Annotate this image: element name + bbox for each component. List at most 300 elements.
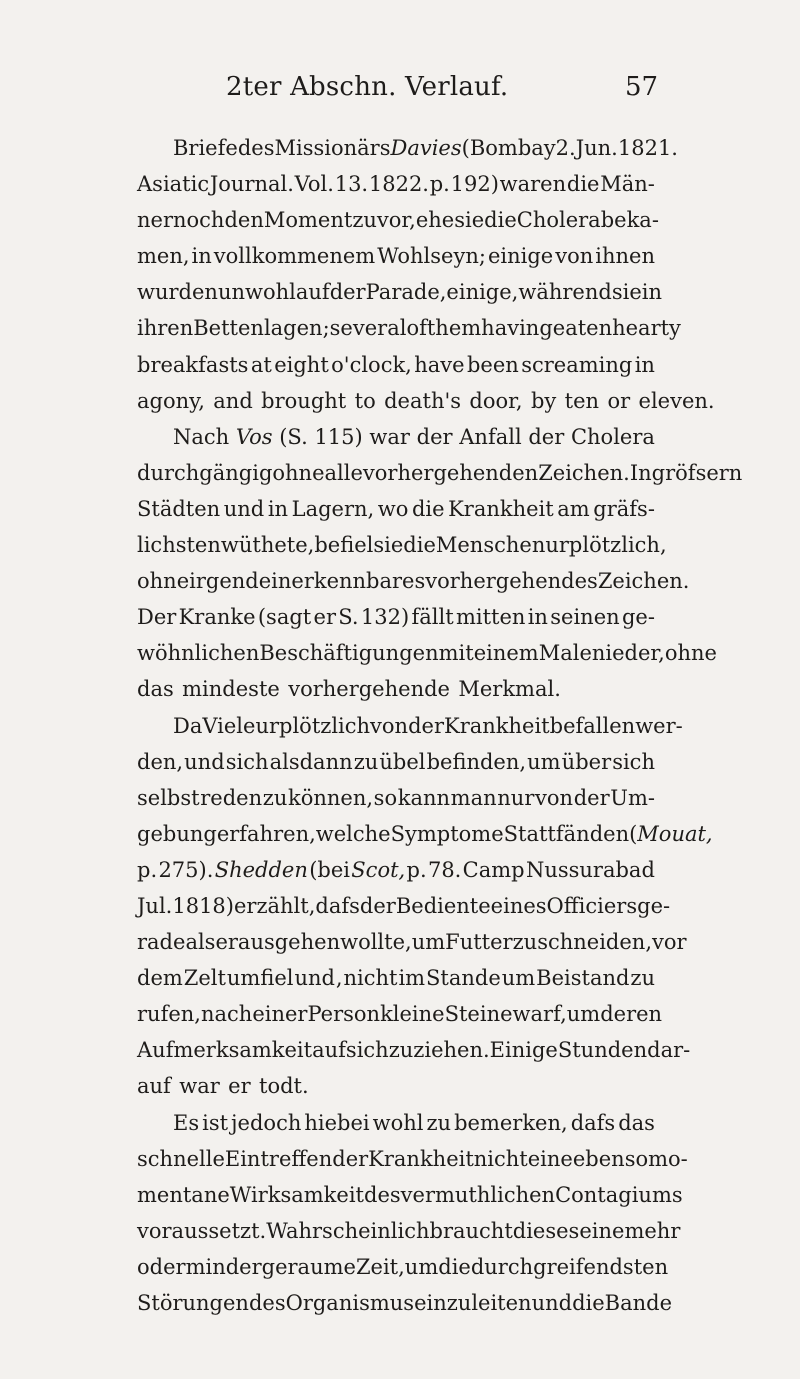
word: Der [137,605,177,630]
word: Bande [604,1291,673,1315]
word: vor [652,930,687,955]
word: p. [429,172,450,197]
text-line [137,1141,688,1177]
paragraph [137,419,743,708]
word: so [624,1146,649,1171]
word: eines [490,893,547,918]
word: auf [137,1074,171,1099]
word: kleine [380,1002,445,1027]
word: nicht [473,1146,528,1171]
word: um [404,1254,439,1279]
word: Stande [426,966,501,991]
word: einige [487,244,554,269]
word: ohne [272,460,325,485]
word: einer [252,1002,308,1027]
word: p. [137,857,158,882]
word: (Bombay [461,136,556,160]
word: 132) [360,605,410,630]
word: Cholera [516,208,601,233]
word: des [248,1291,286,1315]
word: in [641,280,662,305]
word: Wohlseyn; [377,244,486,269]
word: lichsten [137,533,221,558]
text-line [137,1068,655,1104]
word: rade [137,930,186,955]
word: ge- [637,893,671,918]
word: Jul. [137,893,173,918]
word: vollkommenem [213,244,376,269]
word: ihnen [595,244,655,269]
word: Vol. [294,172,334,197]
word: kann [397,785,451,810]
word: eleven. [638,388,715,413]
word: alle [324,460,363,485]
word: vorhergehende [288,677,450,702]
word: des [364,1182,401,1207]
word: eine [579,1218,625,1243]
word: death's [384,388,462,413]
word: sich [345,1038,389,1063]
word: urplötzlich [255,713,371,738]
word: der [416,424,453,449]
word: dafs [570,1110,616,1135]
word: der [573,785,610,810]
word: wurden [137,280,218,305]
text-line [137,563,690,599]
word: die [438,1254,471,1279]
word: nieder, [591,641,665,666]
word: selbst [137,785,200,810]
word: ehe [415,208,455,233]
word: Journal. [209,172,294,197]
word: und [184,749,225,774]
word: 78. [427,857,462,882]
word: hiebei [304,1110,370,1135]
word: (sagt [257,605,312,630]
word: Zeichen. [597,569,690,594]
word: breakfasts [137,352,249,377]
word: ( [629,821,638,846]
text-line [137,347,655,383]
word: eine [527,1146,573,1171]
word: at [250,352,272,377]
word: todt. [259,1074,309,1099]
word: 1818) [172,893,234,918]
word: rufen, [137,1002,201,1027]
word: gräfs- [593,496,655,521]
word: Krankheit [444,713,550,738]
word: Briefe [173,136,238,160]
word: door, [469,388,523,413]
word: sich [612,749,655,774]
word: Vos [235,424,273,449]
word: screaming [521,352,633,377]
word: Contagiums [555,1182,683,1207]
word: die [411,496,445,521]
word: ohne [664,641,717,666]
word: Missionärs [274,136,391,160]
text-line [137,888,671,924]
text-line [137,1285,673,1321]
word: Merkmal. [458,677,561,702]
word: nicht [343,966,398,991]
word: umfiel [226,966,294,991]
word: von [370,713,409,738]
word: geraume [261,1254,356,1279]
word: Moment [263,208,353,233]
word: eaten [552,316,613,341]
word: have [414,352,465,377]
word: (bei [309,857,350,882]
word: befiel [314,533,374,558]
word: in [267,496,289,521]
word: Wahrscheinlich [266,1218,430,1243]
word: über [561,749,612,774]
word: them [426,316,482,341]
word: Jun. [575,136,618,160]
word: unwohl [217,280,296,305]
word: sie [373,533,404,558]
text-line [137,780,655,816]
word: er [313,605,336,630]
text-line [137,1177,683,1213]
word: dieses [512,1218,580,1243]
word: jedoch [231,1110,302,1135]
text-line [137,1032,691,1068]
word: können, [287,785,374,810]
word: urplötzlich, [545,533,667,558]
word: 115) [314,424,363,449]
word: eben [572,1146,625,1171]
word: welche [315,821,391,846]
word: Betten [193,316,264,341]
word: so [373,785,398,810]
word: der [329,280,366,305]
word: Camp [462,857,525,882]
word: , [335,966,343,991]
word: einige, [446,280,519,305]
word: als [185,930,216,955]
word: irgend [189,569,259,594]
word: einzuleiten [414,1291,532,1315]
word: zu [512,930,538,955]
word: in [634,352,655,377]
word: braucht [429,1218,513,1243]
word: während [518,280,612,305]
word: in [527,605,548,630]
word: Parade, [365,280,447,305]
word: fällt [411,605,454,630]
text-line [137,960,655,996]
word: die [484,208,517,233]
word: wer- [635,713,683,738]
text-line [137,1213,681,1249]
word: um [501,966,536,991]
word: schnelle [137,1146,225,1171]
word: fänden [555,821,630,846]
word: mo- [648,1146,688,1171]
word: minder [185,1254,262,1279]
word: die [403,533,436,558]
word: das [618,1110,655,1135]
word: zu [630,966,655,991]
text-line [137,996,663,1032]
word: war [179,1074,220,1099]
word: Krankheit [448,496,554,521]
text-line [137,924,687,960]
word: Nach [173,424,230,449]
word: 275). [158,857,214,882]
word: von [535,785,574,810]
word: Zeichen. [538,460,630,485]
word: auf [312,1038,346,1063]
word: des [237,136,275,160]
word: dafs [315,893,360,918]
word: um [566,1002,601,1027]
word: zu [353,749,379,774]
word: Da [173,713,203,738]
word: Asiatic [137,172,210,197]
word: Zelt [183,966,226,991]
word: waren [499,172,567,197]
word: erfahren, [216,821,316,846]
word: Person [307,1002,381,1027]
word: von [555,244,594,269]
text-line [137,1249,669,1285]
word: Aufmerksamkeit [137,1038,313,1063]
word: zu [262,785,288,810]
word: gröfsern [651,460,743,485]
word: alsdann [269,749,353,774]
word: und [223,496,265,521]
word: several [329,316,407,341]
word: und [531,1291,573,1315]
word: 1821. [617,136,678,160]
word: Scot, [351,857,406,882]
word: brought [261,388,347,413]
word: ausgehen [237,930,341,955]
word: bemerken, [454,1110,568,1135]
word: warf, [512,1002,567,1027]
word: mitten [455,605,526,630]
word: der [408,713,445,738]
word: mit [438,641,474,666]
word: Anfall [459,424,522,449]
word: gebung [137,821,217,846]
page-header [0,72,800,112]
word: um [527,749,561,774]
word: in [191,244,212,269]
word: reden [200,785,263,810]
word: vorhergehenden [362,460,539,485]
word: einem [473,641,539,666]
text-line [137,130,678,166]
word: noch [173,208,225,233]
word: den [224,208,264,233]
word: Bediente [395,893,491,918]
word: eight [274,352,329,377]
text-line [137,383,715,419]
text-line [137,852,655,888]
word: sie [611,280,642,305]
word: Lagern, [291,496,375,521]
word: Eintreffen [224,1146,333,1171]
word: Organismus [285,1291,415,1315]
word: der [332,1146,369,1171]
word: having [481,316,553,341]
word: Symptome [390,821,504,846]
word: 1822. [368,172,429,197]
word: mentane [137,1182,230,1207]
word: Cholera [570,424,655,449]
word: lagen; [263,316,330,341]
word: das [137,677,174,702]
word: erzählt, [233,893,316,918]
word: ten [564,388,600,413]
word: wüthete, [220,533,315,558]
word: er [228,1074,251,1099]
text-line [137,274,662,310]
word: dem [137,966,183,991]
word: vorhergehendes [425,569,598,594]
word: zu [388,1038,414,1063]
word: o'clock, [331,352,412,377]
text-line [137,1105,655,1141]
text-line [137,635,717,671]
word: durchgängig [137,460,273,485]
word: übel [379,749,426,774]
word: der [359,893,396,918]
word: ihren [137,316,194,341]
word: um [411,930,446,955]
text-line [137,310,681,346]
word: zu [426,1110,452,1135]
word: ziehen. [413,1038,490,1063]
word: ge- [621,605,655,630]
word: sie [454,208,485,233]
word: Beistand [536,966,630,991]
word: ohne [137,569,190,594]
word: wöhnlichen [137,641,260,666]
word: befallen [549,713,636,738]
word: Officiers [546,893,638,918]
word: Statt [503,821,556,846]
word: zuvor, [352,208,416,233]
page-number: 57 [625,72,659,102]
word: den, [137,749,184,774]
text-line [137,816,713,852]
word: nur [497,785,535,810]
word: im [398,966,426,991]
text-body [137,130,743,1321]
word: Zeit, [355,1254,405,1279]
text-line [137,491,655,527]
word: die [566,172,600,197]
word: erkennbares [291,569,426,594]
word: 192) [450,172,499,197]
text-line [137,708,683,744]
word: ner [137,208,173,233]
word: beka- [600,208,659,233]
word: Steine [444,1002,513,1027]
word: S. [338,605,359,630]
word: Es [173,1110,200,1135]
word: der [528,424,565,449]
text-line [137,671,655,707]
text-line [137,599,655,635]
word: ist [202,1110,229,1135]
word: Davies [390,136,462,160]
text-line [137,202,659,238]
word: mehr [624,1218,681,1243]
word: Wirksamkeit [229,1182,364,1207]
paragraph [137,130,715,419]
word: mindeste [182,677,280,702]
word: Male [538,641,592,666]
word: Stunden [557,1038,648,1063]
word: sich [225,749,269,774]
text-line [137,455,743,491]
text-line [137,166,655,202]
running-title: 2ter Abschn. Verlauf. [226,72,509,102]
word: er [215,930,238,955]
word: Futter [445,930,513,955]
paragraph [137,1105,688,1322]
word: men, [137,244,190,269]
word: wo [377,496,409,521]
word: been [466,352,519,377]
word: of [406,316,427,341]
word: Shedden [214,857,308,882]
word: die [572,1291,605,1315]
word: vermuthlichen [400,1182,556,1207]
word: wohl [372,1110,424,1135]
word: dar- [647,1038,691,1063]
text-line [137,744,655,780]
word: nach [200,1002,253,1027]
paragraph [137,708,713,1105]
word: Mouat, [637,821,713,846]
word: wollte, [340,930,412,955]
word: Kranke [178,605,256,630]
word: Nussurabad [525,857,655,882]
word: In [629,460,652,485]
word: Störungen [137,1291,249,1315]
word: voraussetzt. [137,1218,267,1243]
word: or [607,388,631,413]
word: Einige [489,1038,558,1063]
word: durchgreifendsten [470,1254,669,1279]
word: am [557,496,590,521]
word: schneiden, [537,930,652,955]
word: Beschäftigungen [259,641,439,666]
word: befinden, [426,749,527,774]
word: Viele [202,713,256,738]
word: to [354,388,376,413]
text-line [137,419,655,455]
word: 2. [555,136,576,160]
word: agony, [137,388,205,413]
word: seinen [550,605,620,630]
word: 13. [334,172,369,197]
word: and [213,388,253,413]
word: oder [137,1254,186,1279]
word: Um- [610,785,655,810]
word: (S. [279,424,308,449]
text-line [137,527,667,563]
word: deren [600,1002,663,1027]
word: Krankheit [368,1146,474,1171]
